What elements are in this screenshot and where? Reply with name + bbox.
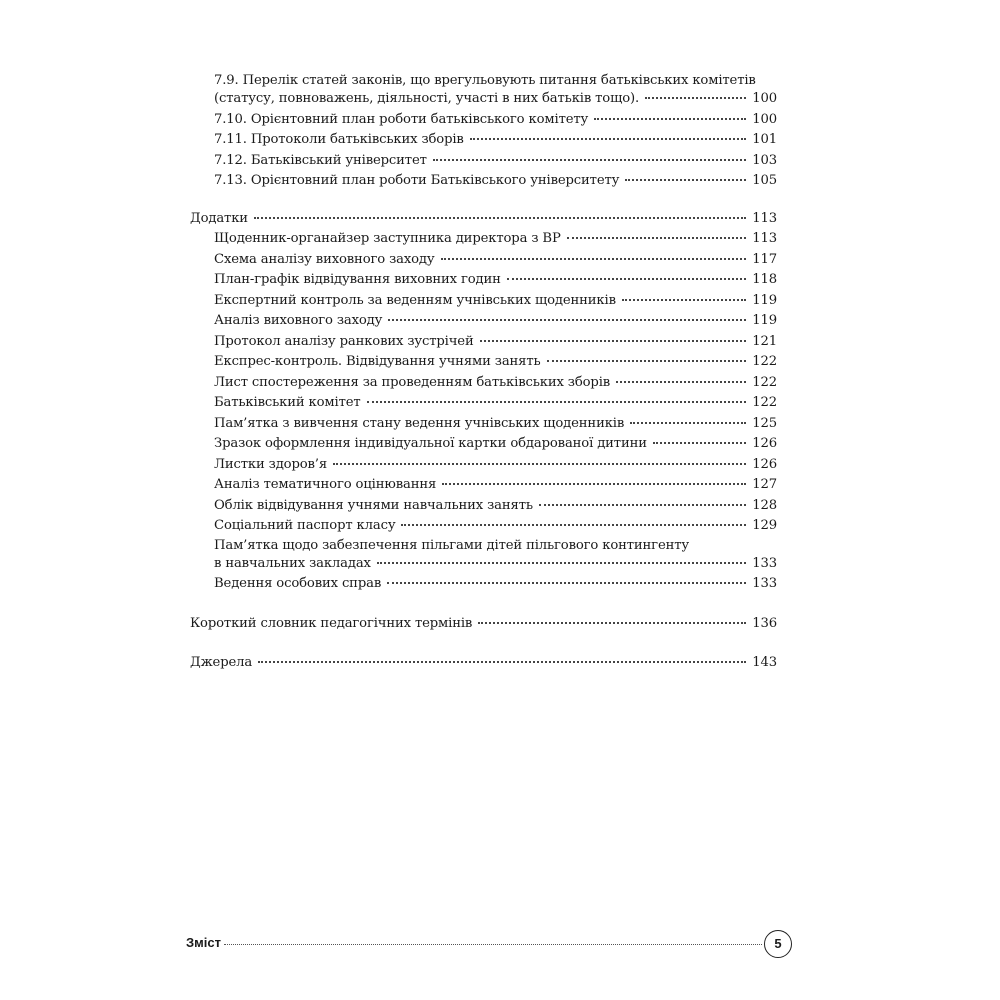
- dot-leader: [367, 401, 747, 403]
- toc-page-number: 100: [752, 91, 777, 106]
- toc-appendix-item[interactable]: [214, 373, 777, 394]
- dot-leader: [547, 360, 747, 362]
- dot-leader: [567, 237, 747, 239]
- toc-page-number: 122: [752, 354, 777, 369]
- dot-leader: [387, 582, 746, 584]
- toc-page-number: 122: [752, 395, 777, 410]
- toc-section-7: [190, 72, 777, 192]
- toc-page-number: 126: [752, 456, 777, 472]
- toc-entry-title: Аналіз тематичного оцінювання: [214, 477, 437, 492]
- page-number-badge: 5: [764, 930, 792, 958]
- toc-entry-title: Облік відвідування учнями навчальних занять: [214, 497, 533, 513]
- toc-entry-title: Пам’ятка з вивчення стану ведення учнівських щоденників: [214, 415, 625, 431]
- dot-leader: [594, 118, 746, 120]
- toc-page-number: 119: [752, 292, 777, 308]
- toc-entry-title: План-графік відвідування виховних годин: [214, 272, 501, 287]
- dot-leader: [333, 463, 746, 465]
- toc-appendix-item[interactable]: [214, 393, 777, 414]
- toc-page-number: 117: [752, 251, 777, 267]
- toc-entry-title: Листки здоров’я: [214, 456, 328, 472]
- toc-entry-7-11[interactable]: [214, 130, 777, 151]
- toc-entry-title: Джерела: [190, 655, 253, 670]
- toc-entry-title: в навчальних закладах: [214, 555, 371, 571]
- toc-appendix: [190, 209, 777, 595]
- toc-entry-7-9[interactable]: [214, 72, 777, 110]
- dot-leader: [258, 661, 746, 663]
- footer-dotted-rule: [224, 944, 762, 945]
- toc-page-number: 129: [752, 518, 777, 533]
- toc-page-number: 103: [752, 152, 777, 168]
- toc-entry-7-10[interactable]: [214, 110, 777, 131]
- toc-entry-appendix[interactable]: [190, 209, 777, 230]
- toc-page-number: 113: [752, 231, 777, 246]
- dot-leader: [653, 442, 746, 444]
- dot-leader: [478, 622, 746, 624]
- toc-appendix-item[interactable]: [214, 311, 777, 332]
- toc-entry-title-line1: 7.9. Перелік статей законів, що врегульовують питання батьківських комітетів: [214, 73, 756, 88]
- toc-entry-title: 7.13. Орієнтовний план роботи Батьківського університету: [214, 173, 620, 188]
- toc-entry-title: Експрес-контроль. Відвідування учнями занять: [214, 354, 541, 369]
- toc-page-number: 122: [752, 374, 777, 390]
- toc-page-number: 105: [752, 173, 777, 188]
- dot-leader: [401, 524, 746, 526]
- page-footer: [186, 930, 792, 960]
- toc-page-number: 101: [752, 132, 777, 147]
- toc-sources: [190, 653, 777, 674]
- toc-entry-title: Протокол аналізу ранкових зустрічей: [214, 333, 474, 349]
- toc-page-number: 100: [752, 111, 777, 127]
- dot-leader: [433, 159, 747, 161]
- toc-entry-title: Лист спостереження за проведенням батьківських зборів: [214, 374, 611, 390]
- toc-appendix-items: [190, 229, 777, 595]
- toc-page-number: 125: [752, 415, 777, 431]
- dot-leader: [442, 483, 746, 485]
- dot-leader: [616, 381, 746, 383]
- toc-entry-title: Соціальний паспорт класу: [214, 518, 396, 533]
- dot-leader: [645, 97, 746, 99]
- toc-appendix-item[interactable]: [214, 250, 777, 271]
- toc-appendix-item[interactable]: [214, 496, 777, 517]
- dot-leader: [625, 179, 746, 181]
- toc-entry-title: Експертний контроль за веденням учнівських щоденників: [214, 292, 616, 308]
- toc-page-number: 133: [752, 555, 777, 571]
- toc-entry-7-12[interactable]: [214, 151, 777, 172]
- toc-entry-title: 7.11. Протоколи батьківських зборів: [214, 132, 464, 147]
- toc-entry-title-line1: Пам’ятка щодо забезпечення пільгами дітей пільгового контингенту: [214, 537, 689, 553]
- toc-page-number: 119: [752, 313, 777, 328]
- toc-entry-title: Додатки: [190, 210, 248, 226]
- toc-entry-title: 7.10. Орієнтовний план роботи батьківського комітету: [214, 111, 589, 127]
- toc-appendix-item[interactable]: [214, 291, 777, 312]
- dot-leader: [480, 340, 747, 342]
- toc-appendix-item[interactable]: [214, 270, 777, 291]
- toc-appendix-item[interactable]: [214, 537, 777, 575]
- dot-leader: [507, 278, 747, 280]
- toc-page-number: 133: [752, 576, 777, 591]
- toc-glossary: [190, 614, 777, 635]
- toc-page-number: 118: [752, 272, 777, 287]
- toc-entry-glossary[interactable]: [190, 614, 777, 635]
- toc-appendix-item[interactable]: [214, 516, 777, 537]
- toc-appendix-item[interactable]: [214, 414, 777, 435]
- dot-leader: [539, 504, 746, 506]
- toc-appendix-item[interactable]: [214, 574, 777, 595]
- footer-section-label: Зміст: [186, 935, 221, 950]
- toc-entry-title: Схема аналізу виховного заходу: [214, 251, 435, 267]
- toc-entry-title: Зразок оформлення індивідуальної картки обдарованої дитини: [214, 436, 647, 451]
- toc-appendix-item[interactable]: [214, 455, 777, 476]
- table-of-contents: [190, 72, 777, 674]
- dot-leader: [377, 562, 746, 564]
- toc-page-number: 126: [752, 436, 777, 451]
- dot-leader: [470, 138, 747, 140]
- toc-appendix-item[interactable]: [214, 229, 777, 250]
- toc-appendix-item[interactable]: [214, 475, 777, 496]
- toc-appendix-item[interactable]: [214, 332, 777, 353]
- dot-leader: [622, 299, 746, 301]
- toc-page-number: 128: [752, 497, 777, 513]
- toc-page-number: 121: [752, 333, 777, 349]
- dot-leader: [441, 258, 747, 260]
- toc-entry-title: Аналіз виховного заходу: [214, 313, 383, 328]
- dot-leader: [630, 422, 746, 424]
- toc-page-number: 113: [752, 210, 777, 226]
- toc-appendix-item[interactable]: [214, 352, 777, 373]
- toc-page-number: 143: [752, 655, 777, 670]
- toc-entry-title: 7.12. Батьківський університет: [214, 152, 427, 168]
- toc-entry-7-13[interactable]: [214, 171, 777, 192]
- toc-entry-title: Ведення особових справ: [214, 576, 382, 591]
- toc-page-number: 136: [752, 615, 777, 631]
- toc-entry-title: Короткий словник педагогічних термінів: [190, 615, 473, 631]
- toc-appendix-item[interactable]: [214, 434, 777, 455]
- dot-leader: [254, 217, 746, 219]
- toc-entry-title: Щоденник-органайзер заступника директора з ВР: [214, 231, 561, 246]
- dot-leader: [388, 319, 746, 321]
- toc-entry-sources[interactable]: [190, 653, 777, 674]
- toc-entry-title: (статусу, повноважень, діяльності, участі в них батьків тощо).: [214, 91, 640, 106]
- toc-page-number: 127: [752, 477, 777, 492]
- toc-entry-title: Батьківський комітет: [214, 395, 361, 410]
